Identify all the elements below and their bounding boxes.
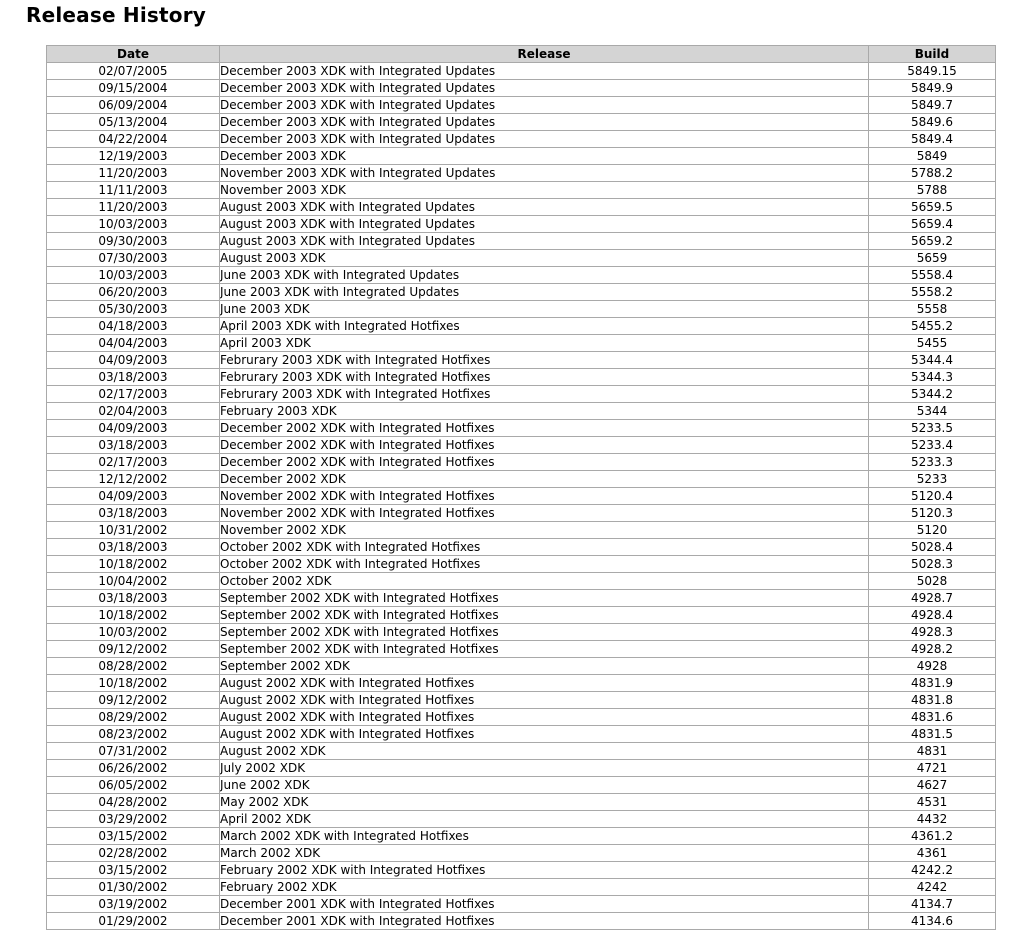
- date-cell: 11/20/2003: [47, 199, 220, 216]
- release-cell: April 2003 XDK: [220, 335, 869, 352]
- build-cell: 4627: [869, 777, 996, 794]
- table-row: [47, 420, 996, 437]
- table-row: [47, 794, 996, 811]
- release-cell: April 2003 XDK with Integrated Hotfixes: [220, 318, 869, 335]
- release-cell: September 2002 XDK with Integrated Hotfixes: [220, 624, 869, 641]
- date-cell: 10/03/2003: [47, 216, 220, 233]
- date-cell: 09/30/2003: [47, 233, 220, 250]
- column-header-date: Date: [47, 46, 220, 63]
- table-row: [47, 131, 996, 148]
- build-cell: 5849: [869, 148, 996, 165]
- build-cell: 4361: [869, 845, 996, 862]
- date-cell: 01/29/2002: [47, 913, 220, 930]
- date-cell: 04/09/2003: [47, 352, 220, 369]
- release-cell: September 2002 XDK: [220, 658, 869, 675]
- date-cell: 03/18/2003: [47, 369, 220, 386]
- date-cell: 06/09/2004: [47, 97, 220, 114]
- date-cell: 03/18/2003: [47, 505, 220, 522]
- date-cell: 03/18/2003: [47, 539, 220, 556]
- build-cell: 5849.7: [869, 97, 996, 114]
- release-cell: June 2003 XDK with Integrated Updates: [220, 267, 869, 284]
- release-cell: December 2002 XDK with Integrated Hotfixes: [220, 437, 869, 454]
- date-cell: 03/15/2002: [47, 862, 220, 879]
- table-row: [47, 539, 996, 556]
- table-row: [47, 607, 996, 624]
- table-row: [47, 318, 996, 335]
- release-cell: Februrary 2003 XDK with Integrated Hotfixes: [220, 369, 869, 386]
- date-cell: 04/28/2002: [47, 794, 220, 811]
- release-cell: May 2002 XDK: [220, 794, 869, 811]
- release-cell: November 2003 XDK: [220, 182, 869, 199]
- release-cell: December 2001 XDK with Integrated Hotfixes: [220, 896, 869, 913]
- release-cell: December 2003 XDK with Integrated Updates: [220, 97, 869, 114]
- date-cell: 03/18/2003: [47, 437, 220, 454]
- date-cell: 03/18/2003: [47, 590, 220, 607]
- page-title: Release History: [26, 3, 207, 27]
- table-row: [47, 335, 996, 352]
- release-cell: August 2003 XDK with Integrated Updates: [220, 216, 869, 233]
- table-row: [47, 199, 996, 216]
- release-cell: December 2003 XDK with Integrated Updates: [220, 114, 869, 131]
- release-cell: June 2002 XDK: [220, 777, 869, 794]
- table-row: [47, 590, 996, 607]
- date-cell: 02/07/2005: [47, 63, 220, 80]
- table-row: [47, 284, 996, 301]
- release-cell: February 2002 XDK: [220, 879, 869, 896]
- release-cell: October 2002 XDK with Integrated Hotfixes: [220, 556, 869, 573]
- date-cell: 12/12/2002: [47, 471, 220, 488]
- date-cell: 10/04/2002: [47, 573, 220, 590]
- build-cell: 5558.4: [869, 267, 996, 284]
- build-cell: 4928: [869, 658, 996, 675]
- table-row: [47, 811, 996, 828]
- build-cell: 5788: [869, 182, 996, 199]
- date-cell: 03/15/2002: [47, 828, 220, 845]
- release-cell: February 2002 XDK with Integrated Hotfixes: [220, 862, 869, 879]
- release-cell: August 2002 XDK with Integrated Hotfixes: [220, 675, 869, 692]
- column-header-build: Build: [869, 46, 996, 63]
- date-cell: 04/09/2003: [47, 488, 220, 505]
- build-cell: 5344: [869, 403, 996, 420]
- date-cell: 10/03/2002: [47, 624, 220, 641]
- date-cell: 02/17/2003: [47, 386, 220, 403]
- table-row: [47, 301, 996, 318]
- release-cell: April 2002 XDK: [220, 811, 869, 828]
- date-cell: 02/28/2002: [47, 845, 220, 862]
- release-cell: December 2003 XDK: [220, 148, 869, 165]
- table-row: [47, 845, 996, 862]
- date-cell: 03/19/2002: [47, 896, 220, 913]
- table-body: [47, 63, 996, 930]
- date-cell: 09/12/2002: [47, 692, 220, 709]
- release-cell: August 2003 XDK: [220, 250, 869, 267]
- release-cell: December 2003 XDK with Integrated Updates: [220, 80, 869, 97]
- release-cell: October 2002 XDK with Integrated Hotfixes: [220, 539, 869, 556]
- date-cell: 10/31/2002: [47, 522, 220, 539]
- table-row: [47, 488, 996, 505]
- table-row: [47, 862, 996, 879]
- build-cell: 5849.4: [869, 131, 996, 148]
- build-cell: 5659.2: [869, 233, 996, 250]
- table-row: [47, 403, 996, 420]
- table-row: [47, 556, 996, 573]
- build-cell: 4928.3: [869, 624, 996, 641]
- table-row: [47, 760, 996, 777]
- release-cell: August 2002 XDK with Integrated Hotfixes: [220, 709, 869, 726]
- build-cell: 5659.5: [869, 199, 996, 216]
- table-row: [47, 641, 996, 658]
- release-cell: September 2002 XDK with Integrated Hotfixes: [220, 590, 869, 607]
- table-row: [47, 624, 996, 641]
- date-cell: 04/22/2004: [47, 131, 220, 148]
- date-cell: 12/19/2003: [47, 148, 220, 165]
- date-cell: 06/05/2002: [47, 777, 220, 794]
- date-cell: 01/30/2002: [47, 879, 220, 896]
- build-cell: 5233.5: [869, 420, 996, 437]
- build-cell: 5233.4: [869, 437, 996, 454]
- date-cell: 09/12/2002: [47, 641, 220, 658]
- table-row: [47, 726, 996, 743]
- table-row: [47, 913, 996, 930]
- table-row: [47, 369, 996, 386]
- release-cell: September 2002 XDK with Integrated Hotfixes: [220, 641, 869, 658]
- build-cell: 4432: [869, 811, 996, 828]
- build-cell: 4831: [869, 743, 996, 760]
- date-cell: 02/17/2003: [47, 454, 220, 471]
- build-cell: 5028.3: [869, 556, 996, 573]
- build-cell: 5455: [869, 335, 996, 352]
- date-cell: 05/13/2004: [47, 114, 220, 131]
- table-row: [47, 386, 996, 403]
- build-cell: 4928.2: [869, 641, 996, 658]
- release-cell: Februrary 2003 XDK with Integrated Hotfixes: [220, 386, 869, 403]
- release-cell: March 2002 XDK with Integrated Hotfixes: [220, 828, 869, 845]
- table-row: [47, 692, 996, 709]
- release-cell: December 2001 XDK with Integrated Hotfixes: [220, 913, 869, 930]
- release-cell: September 2002 XDK with Integrated Hotfixes: [220, 607, 869, 624]
- date-cell: 08/29/2002: [47, 709, 220, 726]
- table-row: [47, 352, 996, 369]
- release-cell: August 2002 XDK: [220, 743, 869, 760]
- date-cell: 04/09/2003: [47, 420, 220, 437]
- table-row: [47, 97, 996, 114]
- build-cell: 4134.6: [869, 913, 996, 930]
- date-cell: 07/31/2002: [47, 743, 220, 760]
- release-cell: August 2002 XDK with Integrated Hotfixes: [220, 692, 869, 709]
- date-cell: 03/29/2002: [47, 811, 220, 828]
- table-row: [47, 573, 996, 590]
- date-cell: 10/03/2003: [47, 267, 220, 284]
- table-row: [47, 471, 996, 488]
- table-row: [47, 165, 996, 182]
- release-history-table: [46, 45, 996, 930]
- build-cell: 5233.3: [869, 454, 996, 471]
- release-cell: Februrary 2003 XDK with Integrated Hotfixes: [220, 352, 869, 369]
- date-cell: 06/20/2003: [47, 284, 220, 301]
- build-cell: 5849.6: [869, 114, 996, 131]
- build-cell: 5849.9: [869, 80, 996, 97]
- date-cell: 10/18/2002: [47, 607, 220, 624]
- build-cell: 4831.8: [869, 692, 996, 709]
- build-cell: 5120.4: [869, 488, 996, 505]
- build-cell: 5659.4: [869, 216, 996, 233]
- build-cell: 4928.4: [869, 607, 996, 624]
- build-cell: 5659: [869, 250, 996, 267]
- release-cell: November 2002 XDK with Integrated Hotfixes: [220, 488, 869, 505]
- build-cell: 5120: [869, 522, 996, 539]
- build-cell: 5558: [869, 301, 996, 318]
- table-row: [47, 216, 996, 233]
- build-cell: 4242.2: [869, 862, 996, 879]
- build-cell: 5558.2: [869, 284, 996, 301]
- build-cell: 4831.9: [869, 675, 996, 692]
- release-cell: June 2003 XDK with Integrated Updates: [220, 284, 869, 301]
- build-cell: 4531: [869, 794, 996, 811]
- build-cell: 4242: [869, 879, 996, 896]
- date-cell: 10/18/2002: [47, 556, 220, 573]
- date-cell: 07/30/2003: [47, 250, 220, 267]
- release-cell: July 2002 XDK: [220, 760, 869, 777]
- build-cell: 4831.6: [869, 709, 996, 726]
- table-row: [47, 879, 996, 896]
- release-cell: November 2002 XDK with Integrated Hotfixes: [220, 505, 869, 522]
- build-cell: 5344.3: [869, 369, 996, 386]
- build-cell: 5344.2: [869, 386, 996, 403]
- table-row: [47, 267, 996, 284]
- release-cell: December 2003 XDK with Integrated Updates: [220, 63, 869, 80]
- build-cell: 5788.2: [869, 165, 996, 182]
- release-cell: August 2003 XDK with Integrated Updates: [220, 233, 869, 250]
- release-cell: August 2003 XDK with Integrated Updates: [220, 199, 869, 216]
- date-cell: 09/15/2004: [47, 80, 220, 97]
- table-row: [47, 454, 996, 471]
- build-cell: 5028: [869, 573, 996, 590]
- build-cell: 4361.2: [869, 828, 996, 845]
- build-cell: 4721: [869, 760, 996, 777]
- build-cell: 5233: [869, 471, 996, 488]
- table-row: [47, 828, 996, 845]
- date-cell: 02/04/2003: [47, 403, 220, 420]
- table-row: [47, 896, 996, 913]
- release-cell: December 2002 XDK: [220, 471, 869, 488]
- table-row: [47, 743, 996, 760]
- table-row: [47, 777, 996, 794]
- release-cell: December 2002 XDK with Integrated Hotfixes: [220, 454, 869, 471]
- release-cell: November 2002 XDK: [220, 522, 869, 539]
- release-cell: October 2002 XDK: [220, 573, 869, 590]
- build-cell: 4134.7: [869, 896, 996, 913]
- table-row: [47, 233, 996, 250]
- table-row: [47, 437, 996, 454]
- table-header: [47, 46, 996, 63]
- table-row: [47, 182, 996, 199]
- release-cell: August 2002 XDK with Integrated Hotfixes: [220, 726, 869, 743]
- column-header-release: Release: [220, 46, 869, 63]
- table-row: [47, 148, 996, 165]
- build-cell: 5455.2: [869, 318, 996, 335]
- release-cell: February 2003 XDK: [220, 403, 869, 420]
- date-cell: 08/23/2002: [47, 726, 220, 743]
- table-row: [47, 63, 996, 80]
- date-cell: 11/11/2003: [47, 182, 220, 199]
- release-cell: June 2003 XDK: [220, 301, 869, 318]
- table-row: [47, 114, 996, 131]
- table-row: [47, 250, 996, 267]
- build-cell: 5849.15: [869, 63, 996, 80]
- table-row: [47, 505, 996, 522]
- build-cell: 5344.4: [869, 352, 996, 369]
- build-cell: 5120.3: [869, 505, 996, 522]
- date-cell: 10/18/2002: [47, 675, 220, 692]
- table-row: [47, 709, 996, 726]
- release-cell: December 2002 XDK with Integrated Hotfixes: [220, 420, 869, 437]
- date-cell: 08/28/2002: [47, 658, 220, 675]
- date-cell: 04/18/2003: [47, 318, 220, 335]
- header-row: [47, 46, 996, 63]
- release-cell: December 2003 XDK with Integrated Updates: [220, 131, 869, 148]
- date-cell: 11/20/2003: [47, 165, 220, 182]
- release-cell: March 2002 XDK: [220, 845, 869, 862]
- table-row: [47, 658, 996, 675]
- date-cell: 06/26/2002: [47, 760, 220, 777]
- date-cell: 05/30/2003: [47, 301, 220, 318]
- table-row: [47, 522, 996, 539]
- table-row: [47, 675, 996, 692]
- release-cell: November 2003 XDK with Integrated Updates: [220, 165, 869, 182]
- build-cell: 4831.5: [869, 726, 996, 743]
- table-row: [47, 80, 996, 97]
- build-cell: 5028.4: [869, 539, 996, 556]
- date-cell: 04/04/2003: [47, 335, 220, 352]
- build-cell: 4928.7: [869, 590, 996, 607]
